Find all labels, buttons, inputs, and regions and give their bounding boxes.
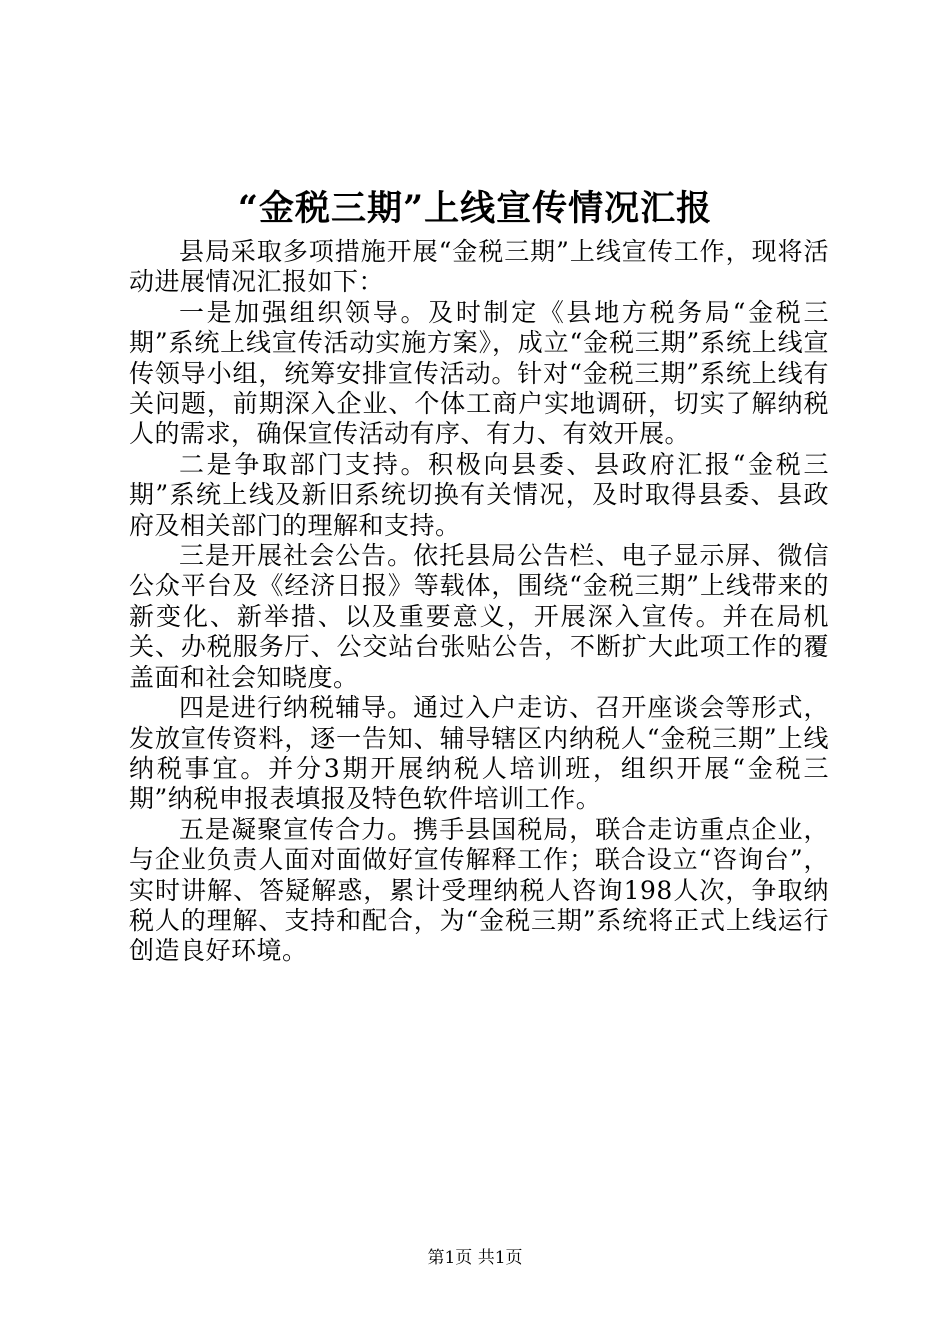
- paragraph-public-notice: 三是开展社会公告。依托县局公告栏、电子显示屏、微信公众平台及《经济日报》等载体，围绕“金税三期”上线带来的新变化、新举措、以及重要意义，开展深入宣传。并在局机关、办税服务厅、公交站台张贴公告，不断扩大此项工作的覆盖面和社会知晓度。: [129, 541, 829, 692]
- document-title: “金税三期”上线宣传情况汇报: [237, 188, 713, 229]
- paragraph-department-support: 二是争取部门支持。积极向县委、县政府汇报“金税三期”系统上线及新旧系统切换有关情况，及时取得县委、县政府及相关部门的理解和支持。: [129, 449, 829, 540]
- paragraph-tax-guidance: 四是进行纳税辅导。通过入户走访、召开座谈会等形式，发放宣传资料，逐一告知、辅导辖区内纳税人“金税三期”上线纳税事宜。并分3期开展纳税人培训班，组织开展“金税三期”纳税申报表填报及特色软件培训工作。: [129, 693, 829, 814]
- page-number-footer: 第1页 共1页: [427, 1248, 523, 1268]
- paragraph-organization: 一是加强组织领导。及时制定《县地方税务局“金税三期”系统上线宣传活动实施方案》，成立“金税三期”系统上线宣传领导小组，统筹安排宣传活动。针对“金税三期”系统上线有关问题，前期深入企业、个体工商户实地调研，切实了解纳税人的需求，确保宣传活动有序、有力、有效开展。: [129, 297, 829, 449]
- document-body: [129, 237, 829, 967]
- paragraph-intro: 县局采取多项措施开展“金税三期”上线宣传工作，现将活动进展情况汇报如下：: [129, 237, 829, 297]
- paragraph-joint-promotion: 五是凝聚宣传合力。携手县国税局，联合走访重点企业，与企业负责人面对面做好宣传解释工作；联合设立“咨询台”，实时讲解、答疑解惑，累计受理纳税人咨询198人次，争取纳税人的理解、支持和配合，为“金税三期”系统将正式上线运行创造良好环境。: [129, 814, 829, 966]
